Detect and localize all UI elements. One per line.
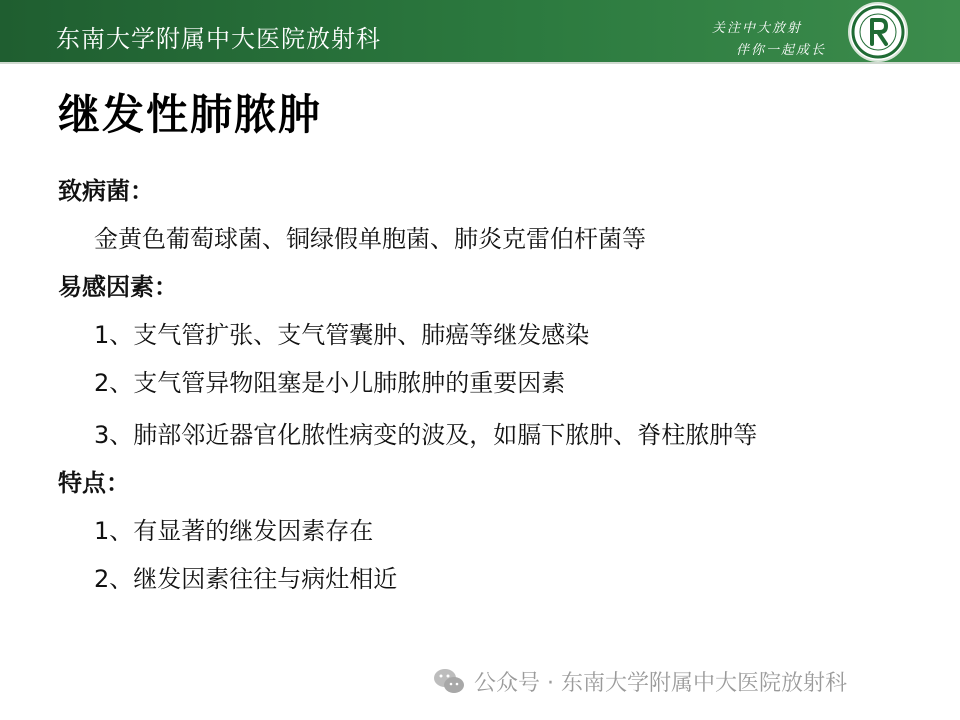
hospital-logo-icon [848,2,908,62]
pathogens-item: 金黄色葡萄球菌、铜绿假单胞菌、肺炎克雷伯杆菌等 [94,225,646,253]
factor-item-1: 1、支气管扩张、支气管囊肿、肺癌等继发感染 [94,321,590,349]
factor-item-2: 2、支气管异物阻塞是小儿肺脓肿的重要因素 [94,369,566,397]
wechat-icon [432,666,466,696]
slogan-line-2: 伴你一起成长 [736,43,827,58]
section-heading-factors: 易感因素： [58,273,178,301]
feature-item-2: 2、继发因素往往与病灶相近 [94,565,398,593]
slogan-line-1: 关注中大放射 [712,21,803,36]
section-heading-features: 特点： [58,469,130,497]
section-heading-pathogens: 致病菌： [58,177,154,205]
feature-item-1: 1、有显著的继发因素存在 [94,517,374,545]
watermark [432,666,847,696]
department-title: 东南大学附属中大医院放射科 [56,25,381,53]
slide-content [58,172,898,594]
factor-item-3 [58,420,862,450]
watermark-text: 公众号 · 东南大学附属中大医院放射科 [474,670,847,696]
header-banner [0,0,960,64]
factor-item-3-text: 3、肺部邻近器官化脓性病变的波及，如膈下脓肿、脊柱脓肿等 [94,421,758,449]
slide-title: 继发性肺脓肿 [58,90,323,139]
